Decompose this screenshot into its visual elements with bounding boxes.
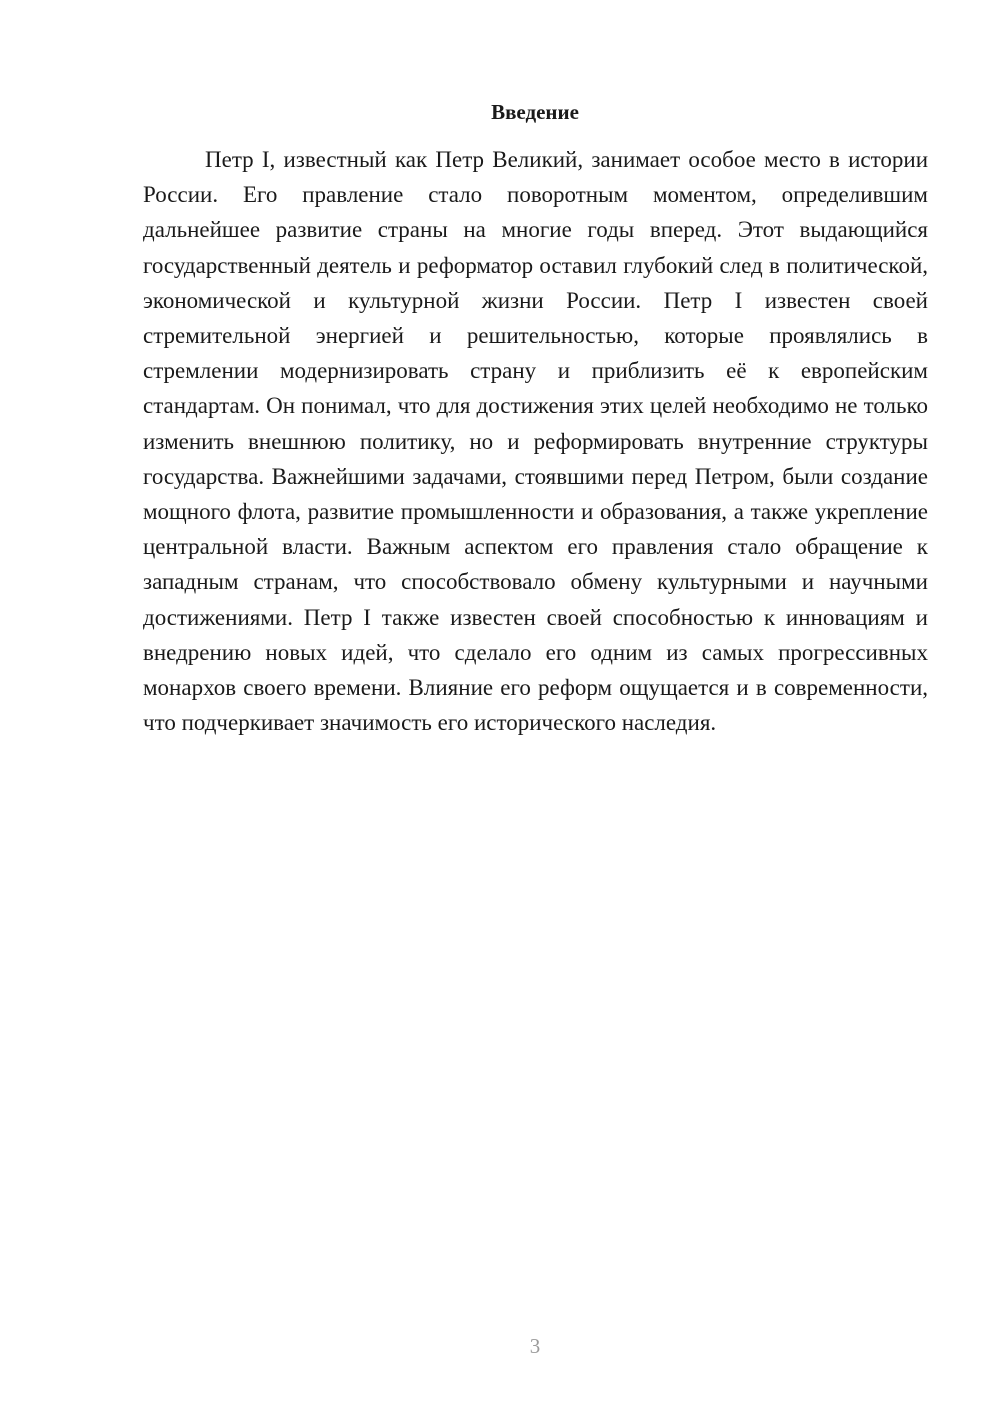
page-number: 3 [529,1334,541,1358]
body-paragraph: Петр I, известный как Петр Великий, занимает особое место в истории России. Его правление стало поворотным моментом, определившим дальнейшее развитие страны на многие годы вперед. Этот выдающийся государственный деятель и реформатор оставил глубокий след в политической, экономической и культурной жизни России. Петр I известен своей стремительной энергией и решительностью, которые проявлялись в стремлении модернизировать страну и приблизить её к европейским стандартам. Он понимал, что для достижения этих целей необходимо не только изменить внешнюю политику, но и реформировать внутренние структуры государства. Важнейшими задачами, стоявшими перед Петром, были создание мощного флота, развитие промышленности и образования, а также укрепление центральной власти. Важным аспектом его правления стало обращение к западным странам, что способствовало обмену культурными и научными достижениями. Петр I также известен своей способностью к инновациям и внедрению новых идей, что сделало его одним из самых прогрессивных монархов своего времени. Влияние его реформ ощущается и в современности, что подчеркивает значимость его исторического наследия. [143,147,928,736]
section-title: Введение [491,100,579,124]
